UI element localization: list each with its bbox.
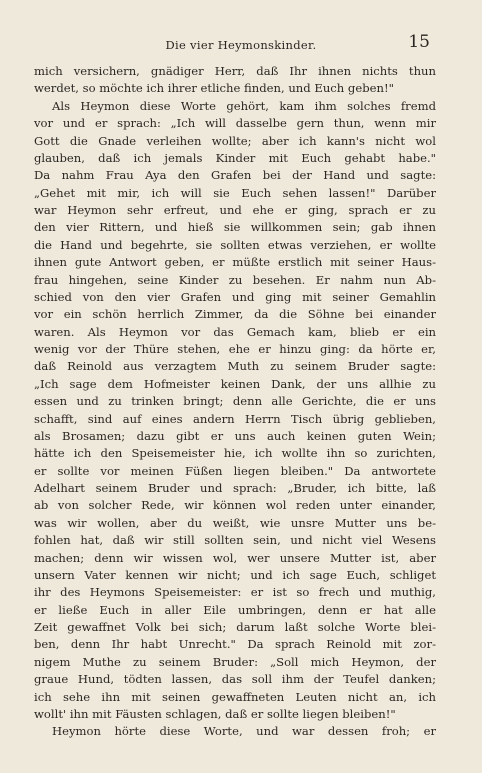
text-line: Als Heymon diese Worte gehört, kam ihm solches fremd — [52, 98, 436, 113]
text-line: vor ein schön herrlich Zimmer, da die Söhne bei einander — [34, 307, 436, 322]
text-line: frau hingehen, seine Kinder zu besehen. Er nahm nun Ab- — [34, 272, 436, 287]
text-line: vor und er sprach: „Ich will dasselbe gern thun, wenn mir — [34, 116, 436, 131]
text-line: graue Hund, tödten lassen, das soll ihm der Teufel danken; — [34, 672, 436, 687]
text-line: „Ich sage dem Hofmeister keinen Dank, der uns allhie zu — [34, 376, 436, 391]
text-line: glauben, daß ich jemals Kinder mit Euch gehabt habe." — [34, 150, 436, 165]
text-line: ich sehe ihn mit seinen gewaffneten Leuten nicht an, ich — [34, 689, 436, 704]
text-line: Zeit gewaffnet Volk bei sich; darum laßt solche Worte blei- — [34, 620, 436, 634]
text-line: schied von den vier Grafen und ging mit seiner Gemahlin — [34, 289, 436, 304]
text-line: unsern Vater kennen wir nicht; und ich sage Euch, schliget — [34, 567, 436, 582]
text-line: was wir wollen, aber du weißt, wie unsre Mutter uns be- — [34, 515, 436, 530]
text-line: machen; denn wir wissen wol, wer unsere Mutter ist, aber — [34, 550, 436, 565]
text-line: ihnen gute Antwort geben, er müßte erstlich mit seiner Haus- — [34, 255, 436, 270]
text-line: daß Reinold aus verzagtem Muth zu seinem Bruder sagte: — [34, 359, 436, 374]
text-line: mich versichern, gnädiger Herr, daß Ihr ihnen nichts thun — [34, 64, 436, 78]
text-line: hätte ich den Speisemeister hie, ich wollte ihn so zurichten, — [34, 446, 436, 461]
text-line: nigem Muthe zu seinem Bruder: „Soll mich Heymon, der — [34, 654, 436, 669]
text-line: essen und zu trinken bringt; denn alle Gerichte, die er uns — [34, 394, 436, 409]
text-line: ab von solcher Rede, wir können wol reden unter einander, — [34, 498, 436, 513]
text-line: „Gehet mit mir, ich will sie Euch sehen lassen!" Darüber — [34, 185, 436, 200]
text-line: schafft, sind auf eines andern Herrn Tisch übrig geblieben, — [34, 411, 436, 426]
text-line: war Heymon sehr erfreut, und ehe er ging, sprach er zu — [34, 203, 436, 217]
text-line: den vier Rittern, und hieß sie willkommen sein; gab ihnen — [34, 220, 436, 235]
text-line: fohlen hat, daß wir still sollten sein, und nicht viel Wesens — [34, 533, 436, 548]
text-line: er ließe Euch in aller Eile umbringen, denn er hat alle — [34, 602, 436, 617]
text-line: Adelhart seinem Bruder und sprach: „Bruder, ich bitte, laß — [34, 481, 436, 495]
text-line: wollt' ihn mit Fäusten schlagen, daß er sollte liegen bleiben!" — [34, 706, 396, 721]
page-number: 15 — [408, 32, 430, 52]
text-line: Heymon hörte diese Worte, und war dessen froh; er — [52, 724, 436, 739]
text-line: wenig vor der Thüre stehen, ehe er hinzu ging: da hörte er, — [34, 342, 436, 356]
text-line: ihr des Heymons Speisemeister: er ist so frech und muthig, — [34, 585, 436, 600]
text-line: er sollte vor meinen Füßen liegen bleiben." Da antwortete — [34, 463, 436, 478]
text-line: waren. Als Heymon vor das Gemach kam, blieb er ein — [34, 324, 436, 339]
text-line: als Brosamen; dazu gibt er uns auch keinen guten Wein; — [34, 428, 436, 443]
body-text — [34, 63, 436, 741]
text-line: Da nahm Frau Aya den Grafen bei der Hand und sagte: — [34, 168, 436, 183]
text-line: werdet, so möchte ich ihrer etliche finden, und Euch geben!" — [34, 81, 394, 96]
text-line: die Hand und begehrte, sie sollten etwas verziehen, er wollte — [34, 237, 436, 252]
running-head: Die vier Heymonskinder. — [165, 38, 317, 52]
text-line: Gott die Gnade verleihen wollte; aber ich kann's nicht wol — [34, 133, 436, 148]
text-line: ben, denn Ihr habt Unrecht." Da sprach Reinold mit zor- — [34, 637, 436, 652]
